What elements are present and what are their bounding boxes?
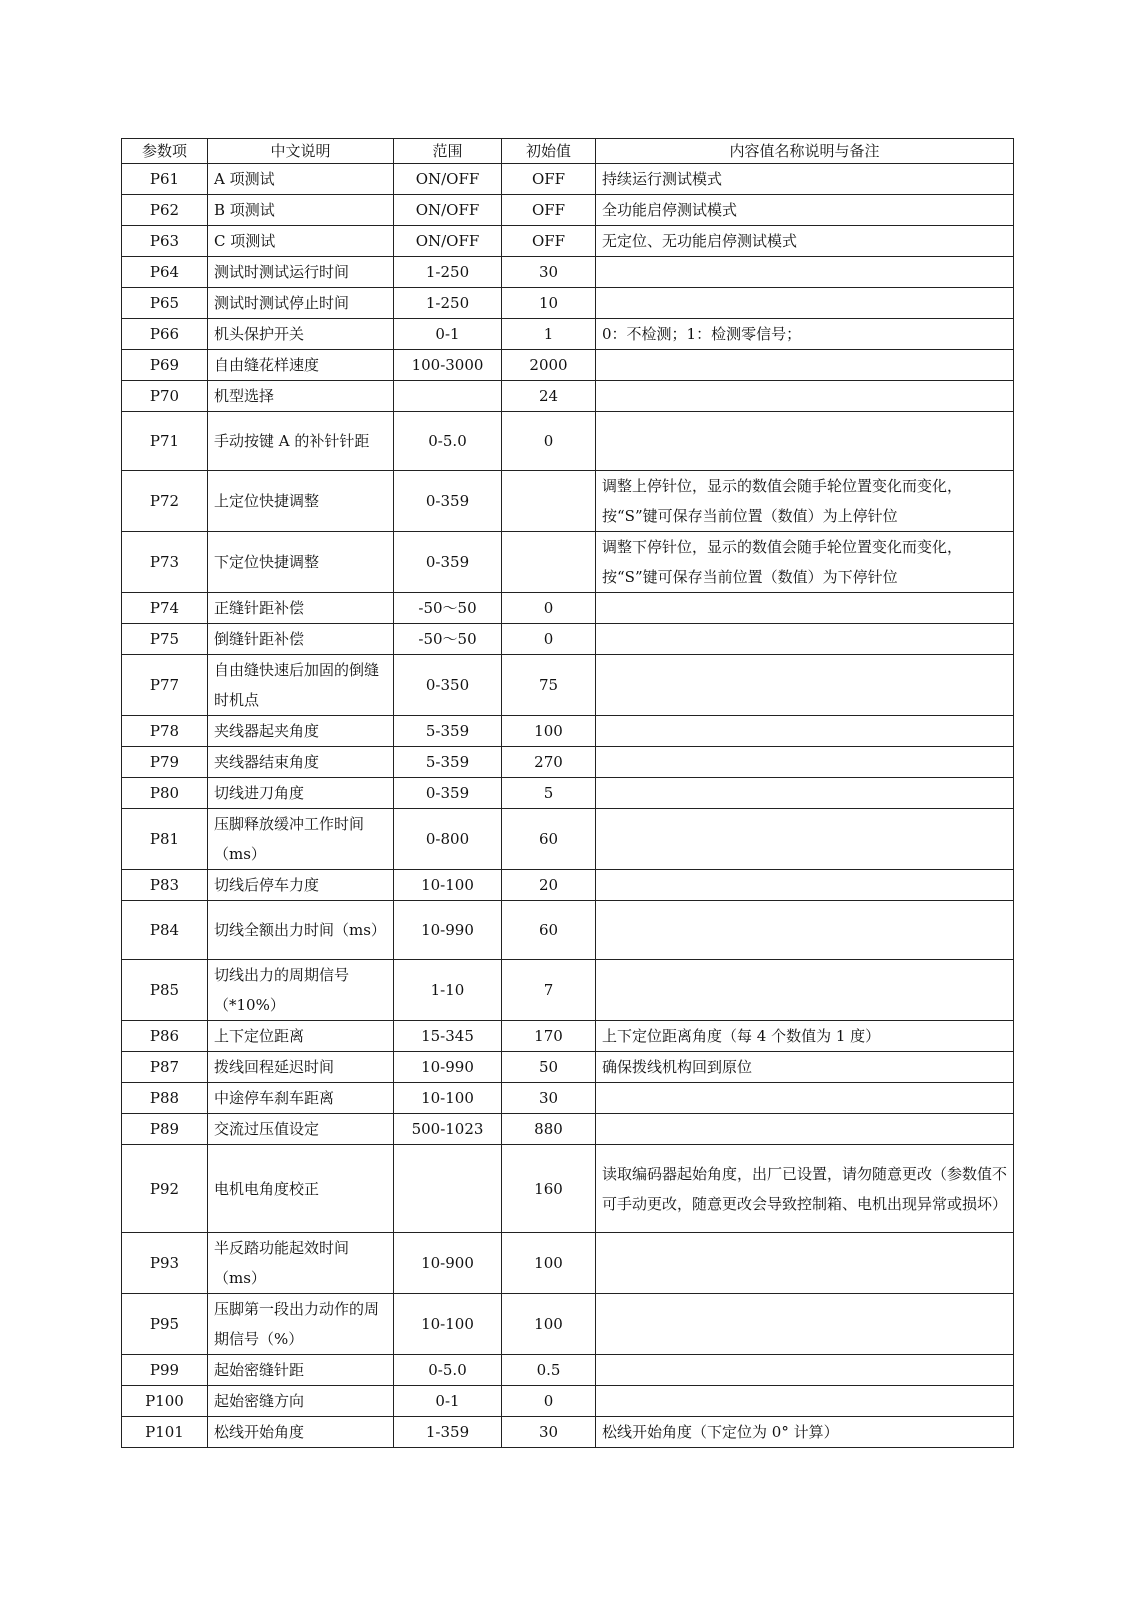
header-param: 参数项 xyxy=(122,139,208,164)
cell-range: 0-359 xyxy=(394,471,502,532)
cell-note xyxy=(596,593,1014,624)
header-row xyxy=(122,139,1014,164)
table-row xyxy=(122,1294,1014,1355)
cell-name: 手动按键 A 的补针针距 xyxy=(208,412,394,471)
cell-param: P65 xyxy=(122,288,208,319)
cell-note xyxy=(596,412,1014,471)
cell-name: B 项测试 xyxy=(208,195,394,226)
cell-note xyxy=(596,1083,1014,1114)
cell-initial: 100 xyxy=(502,1233,596,1294)
table-row xyxy=(122,747,1014,778)
cell-note xyxy=(596,624,1014,655)
cell-note: 调整下停针位，显示的数值会随手轮位置变化而变化，按“S”键可保存当前位置（数值）为下停针位 xyxy=(596,532,1014,593)
cell-range: ON/OFF xyxy=(394,195,502,226)
cell-initial: 30 xyxy=(502,257,596,288)
cell-param: P80 xyxy=(122,778,208,809)
cell-note xyxy=(596,1114,1014,1145)
table-row xyxy=(122,1386,1014,1417)
cell-name: A 项测试 xyxy=(208,164,394,195)
cell-range: 1-359 xyxy=(394,1417,502,1448)
cell-initial: 60 xyxy=(502,901,596,960)
cell-range: 5-359 xyxy=(394,716,502,747)
cell-param: P69 xyxy=(122,350,208,381)
cell-name: 夹线器结束角度 xyxy=(208,747,394,778)
cell-range: 0-5.0 xyxy=(394,1355,502,1386)
cell-initial: 1 xyxy=(502,319,596,350)
cell-param: P99 xyxy=(122,1355,208,1386)
cell-initial: 100 xyxy=(502,716,596,747)
cell-name: 自由缝快速后加固的倒缝时机点 xyxy=(208,655,394,716)
cell-initial xyxy=(502,471,596,532)
cell-range: ON/OFF xyxy=(394,164,502,195)
table-row xyxy=(122,381,1014,412)
cell-range: 1-250 xyxy=(394,257,502,288)
cell-initial: 5 xyxy=(502,778,596,809)
table-row xyxy=(122,350,1014,381)
cell-name: 压脚第一段出力动作的周期信号（%） xyxy=(208,1294,394,1355)
cell-range: 0-5.0 xyxy=(394,412,502,471)
cell-param: P73 xyxy=(122,532,208,593)
table-row xyxy=(122,471,1014,532)
cell-range: 0-800 xyxy=(394,809,502,870)
cell-initial: 7 xyxy=(502,960,596,1021)
cell-param: P75 xyxy=(122,624,208,655)
cell-initial: 0 xyxy=(502,593,596,624)
table-row xyxy=(122,164,1014,195)
cell-initial: 270 xyxy=(502,747,596,778)
cell-range: 0-350 xyxy=(394,655,502,716)
cell-param: P89 xyxy=(122,1114,208,1145)
cell-param: P83 xyxy=(122,870,208,901)
table-row xyxy=(122,778,1014,809)
cell-range: -50～50 xyxy=(394,593,502,624)
cell-note: 调整上停针位，显示的数值会随手轮位置变化而变化，按“S”键可保存当前位置（数值）为上停针位 xyxy=(596,471,1014,532)
parameter-table xyxy=(121,138,1014,1448)
cell-param: P87 xyxy=(122,1052,208,1083)
cell-name: 上定位快捷调整 xyxy=(208,471,394,532)
cell-range: 0-359 xyxy=(394,778,502,809)
cell-param: P66 xyxy=(122,319,208,350)
cell-param: P62 xyxy=(122,195,208,226)
table-row xyxy=(122,226,1014,257)
cell-param: P70 xyxy=(122,381,208,412)
cell-initial: 20 xyxy=(502,870,596,901)
table-row xyxy=(122,1052,1014,1083)
cell-range: 10-100 xyxy=(394,870,502,901)
cell-note xyxy=(596,1355,1014,1386)
cell-name: 起始密缝针距 xyxy=(208,1355,394,1386)
cell-initial: 10 xyxy=(502,288,596,319)
cell-initial: OFF xyxy=(502,226,596,257)
header-initial: 初始值 xyxy=(502,139,596,164)
cell-note: 读取编码器起始角度，出厂已设置，请勿随意更改（参数值不可手动更改，随意更改会导致控制箱、电机出现异常或损坏） xyxy=(596,1145,1014,1233)
cell-name: 切线出力的周期信号（*10%） xyxy=(208,960,394,1021)
cell-range: 5-359 xyxy=(394,747,502,778)
cell-name: C 项测试 xyxy=(208,226,394,257)
table-row xyxy=(122,901,1014,960)
cell-range: 1-10 xyxy=(394,960,502,1021)
cell-note xyxy=(596,901,1014,960)
cell-note: 确保拨线机构回到原位 xyxy=(596,1052,1014,1083)
table-row xyxy=(122,960,1014,1021)
cell-param: P81 xyxy=(122,809,208,870)
cell-note xyxy=(596,778,1014,809)
cell-param: P64 xyxy=(122,257,208,288)
table-row xyxy=(122,593,1014,624)
cell-initial: 60 xyxy=(502,809,596,870)
table-row xyxy=(122,288,1014,319)
cell-range: 0-359 xyxy=(394,532,502,593)
cell-initial: 0 xyxy=(502,624,596,655)
cell-name: 切线全额出力时间（ms） xyxy=(208,901,394,960)
table-body xyxy=(122,164,1014,1448)
cell-param: P85 xyxy=(122,960,208,1021)
cell-name: 机头保护开关 xyxy=(208,319,394,350)
cell-name: 中途停车刹车距离 xyxy=(208,1083,394,1114)
cell-initial: 24 xyxy=(502,381,596,412)
table-row xyxy=(122,257,1014,288)
cell-initial: 0 xyxy=(502,412,596,471)
cell-param: P101 xyxy=(122,1417,208,1448)
cell-range: 0-1 xyxy=(394,1386,502,1417)
cell-name: 切线后停车力度 xyxy=(208,870,394,901)
cell-param: P63 xyxy=(122,226,208,257)
cell-initial: 100 xyxy=(502,1294,596,1355)
table-row xyxy=(122,1145,1014,1233)
table-row xyxy=(122,1417,1014,1448)
cell-initial: OFF xyxy=(502,164,596,195)
cell-note xyxy=(596,1294,1014,1355)
cell-range: 1-250 xyxy=(394,288,502,319)
cell-range: 10-900 xyxy=(394,1233,502,1294)
cell-name: 正缝针距补偿 xyxy=(208,593,394,624)
table-row xyxy=(122,716,1014,747)
cell-param: P74 xyxy=(122,593,208,624)
cell-name: 测试时测试停止时间 xyxy=(208,288,394,319)
cell-name: 上下定位距离 xyxy=(208,1021,394,1052)
cell-range: 15-345 xyxy=(394,1021,502,1052)
cell-param: P79 xyxy=(122,747,208,778)
table-header xyxy=(122,139,1014,164)
cell-param: P72 xyxy=(122,471,208,532)
cell-range: 10-100 xyxy=(394,1083,502,1114)
table-row xyxy=(122,870,1014,901)
table-row xyxy=(122,1114,1014,1145)
cell-name: 自由缝花样速度 xyxy=(208,350,394,381)
cell-name: 松线开始角度 xyxy=(208,1417,394,1448)
cell-initial: 2000 xyxy=(502,350,596,381)
cell-param: P61 xyxy=(122,164,208,195)
cell-param: P95 xyxy=(122,1294,208,1355)
cell-range: -50～50 xyxy=(394,624,502,655)
cell-initial: 170 xyxy=(502,1021,596,1052)
cell-param: P100 xyxy=(122,1386,208,1417)
header-note: 内容值名称说明与备注 xyxy=(596,139,1014,164)
cell-name: 交流过压值设定 xyxy=(208,1114,394,1145)
cell-note: 0：不检测；1：检测零信号； xyxy=(596,319,1014,350)
cell-note xyxy=(596,809,1014,870)
cell-param: P86 xyxy=(122,1021,208,1052)
cell-range: 10-990 xyxy=(394,901,502,960)
table-row xyxy=(122,532,1014,593)
cell-note xyxy=(596,381,1014,412)
cell-note xyxy=(596,747,1014,778)
table-row xyxy=(122,1083,1014,1114)
cell-initial: 75 xyxy=(502,655,596,716)
cell-range: 10-100 xyxy=(394,1294,502,1355)
cell-note: 上下定位距离角度（每 4 个数值为 1 度） xyxy=(596,1021,1014,1052)
cell-note xyxy=(596,288,1014,319)
table-row xyxy=(122,319,1014,350)
cell-initial: 0.5 xyxy=(502,1355,596,1386)
cell-param: P93 xyxy=(122,1233,208,1294)
cell-range: ON/OFF xyxy=(394,226,502,257)
cell-note xyxy=(596,1233,1014,1294)
table-row xyxy=(122,1355,1014,1386)
cell-name: 切线进刀角度 xyxy=(208,778,394,809)
cell-note xyxy=(596,960,1014,1021)
cell-range: 500-1023 xyxy=(394,1114,502,1145)
table-row xyxy=(122,412,1014,471)
cell-initial: OFF xyxy=(502,195,596,226)
table-row xyxy=(122,1233,1014,1294)
cell-initial xyxy=(502,532,596,593)
cell-range xyxy=(394,1145,502,1233)
cell-note xyxy=(596,655,1014,716)
cell-initial: 0 xyxy=(502,1386,596,1417)
cell-name: 倒缝针距补偿 xyxy=(208,624,394,655)
cell-param: P71 xyxy=(122,412,208,471)
cell-initial: 30 xyxy=(502,1417,596,1448)
cell-name: 电机电角度校正 xyxy=(208,1145,394,1233)
cell-name: 拨线回程延迟时间 xyxy=(208,1052,394,1083)
cell-name: 起始密缝方向 xyxy=(208,1386,394,1417)
cell-range: 10-990 xyxy=(394,1052,502,1083)
cell-name: 夹线器起夹角度 xyxy=(208,716,394,747)
cell-range xyxy=(394,381,502,412)
cell-note xyxy=(596,716,1014,747)
cell-name: 测试时测试运行时间 xyxy=(208,257,394,288)
cell-note: 全功能启停测试模式 xyxy=(596,195,1014,226)
cell-initial: 160 xyxy=(502,1145,596,1233)
cell-initial: 30 xyxy=(502,1083,596,1114)
cell-param: P84 xyxy=(122,901,208,960)
cell-param: P88 xyxy=(122,1083,208,1114)
cell-note xyxy=(596,1386,1014,1417)
cell-param: P92 xyxy=(122,1145,208,1233)
cell-range: 100-3000 xyxy=(394,350,502,381)
table-row xyxy=(122,195,1014,226)
table-row xyxy=(122,809,1014,870)
header-range: 范围 xyxy=(394,139,502,164)
cell-note: 无定位、无功能启停测试模式 xyxy=(596,226,1014,257)
table-row xyxy=(122,655,1014,716)
cell-note xyxy=(596,257,1014,288)
cell-name: 下定位快捷调整 xyxy=(208,532,394,593)
table-row xyxy=(122,624,1014,655)
cell-note xyxy=(596,870,1014,901)
cell-note: 松线开始角度（下定位为 0° 计算） xyxy=(596,1417,1014,1448)
cell-note xyxy=(596,350,1014,381)
cell-name: 压脚释放缓冲工作时间（ms） xyxy=(208,809,394,870)
cell-initial: 50 xyxy=(502,1052,596,1083)
cell-param: P78 xyxy=(122,716,208,747)
cell-param: P77 xyxy=(122,655,208,716)
cell-initial: 880 xyxy=(502,1114,596,1145)
cell-range: 0-1 xyxy=(394,319,502,350)
cell-name: 半反踏功能起效时间（ms） xyxy=(208,1233,394,1294)
table-row xyxy=(122,1021,1014,1052)
cell-name: 机型选择 xyxy=(208,381,394,412)
header-name: 中文说明 xyxy=(208,139,394,164)
cell-note: 持续运行测试模式 xyxy=(596,164,1014,195)
